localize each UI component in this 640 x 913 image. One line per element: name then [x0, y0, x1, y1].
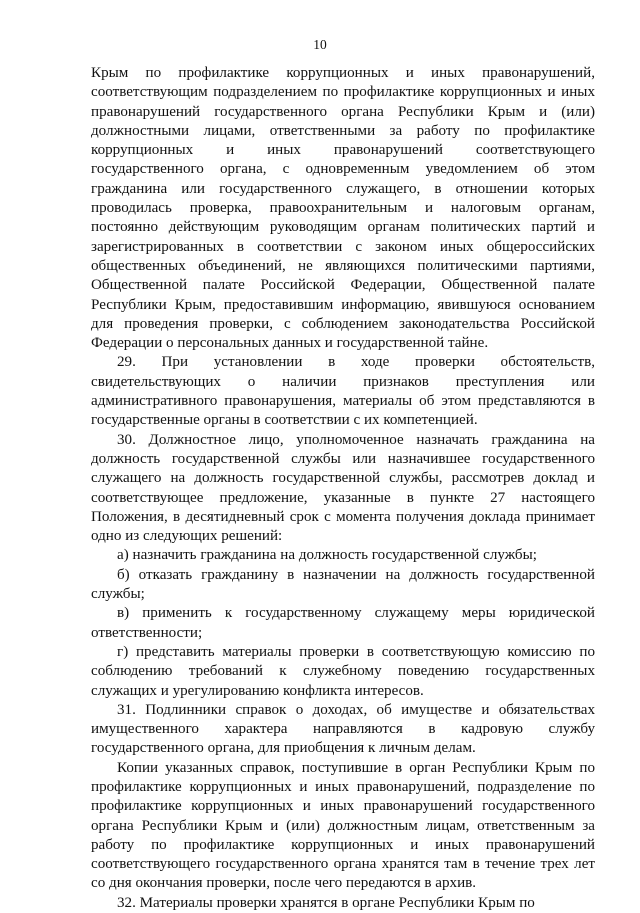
paragraph-30-b: б) отказать гражданину в назначении на должность государственной службы; [91, 566, 595, 603]
paragraph-31: 31. Подлинники справок о доходах, об имуществе и обязательствах имущественного характера направляются в кадровую службу государственного органа, для приобщения к личным делам. [91, 701, 595, 757]
paragraph-30-g: г) представить материалы проверки в соответствующую комиссию по соблюдению требований к служебному поведению государственных служащих и урегулированию конфликта интересов. [91, 643, 595, 699]
paragraph-31-copies: Копии указанных справок, поступившие в орган Республики Крым по профилактике коррупционных и иных правонарушений, подразделение по профилактике коррупционных и иных правонарушений государственного органа Республики Крым и (или) должностным лицам, ответственным за работу по профилактике коррупционных и иных правонарушений соответствующего государственного органа хранятся там в течение трех лет со дня окончания проверки, после чего передаются в архив. [91, 759, 595, 892]
body-text [91, 64, 595, 913]
paragraph-30-a: а) назначить гражданина на должность государственной службы; [117, 547, 537, 564]
paragraph-30-v: в) применить к государственному служащему меры юридической ответственности; [91, 605, 595, 641]
paragraph-32: 32. Материалы проверки хранятся в органе Республики Крым по [117, 894, 535, 911]
paragraph-continuation: Крым по профилактике коррупционных и иных правонарушений, соответствующим подразделением по профилактике коррупционных и иных правонарушений государственного органа Республики Крым и (или) должностными лицами, ответственными за работу по профилактике коррупционных и иных правонарушений соответствующего государственного органа, с одновременным уведомлением об этом гражданина или государственного служащего, в отношении которых проводилась проверка, правоохранительным и налоговым органам, постоянно действующим руководящим органам политических партий и зарегистрированных в соответствии с законом иных общероссийских общественных объединений, не являющихся политическими партиями, Общественной палате Российской Федерации, Общественной палате Республики Крым, предоставившим информацию, явившуюся основанием для проведения проверки, с соблюдением законодательства Российской Федерации о персональных данных и государственной тайне. [91, 65, 595, 352]
paragraph-30: 30. Должностное лицо, уполномоченное назначать гражданина на должность государственной службы или назначившее государственного служащего на должность государственной службы, рассмотрев доклад и соответствующее предложение, указанные в пункте 27 настоящего Положения, в десятидневный срок с момента получения доклада принимает одно из следующих решений: [91, 431, 595, 545]
paragraph-29: 29. При установлении в ходе проверки обстоятельств, свидетельствующих о наличии признаков преступления или административного правонарушения, материалы об этом представляются в государственные органы в соответствии с их компетенцией. [91, 354, 595, 429]
page-number: 10 [313, 37, 327, 52]
